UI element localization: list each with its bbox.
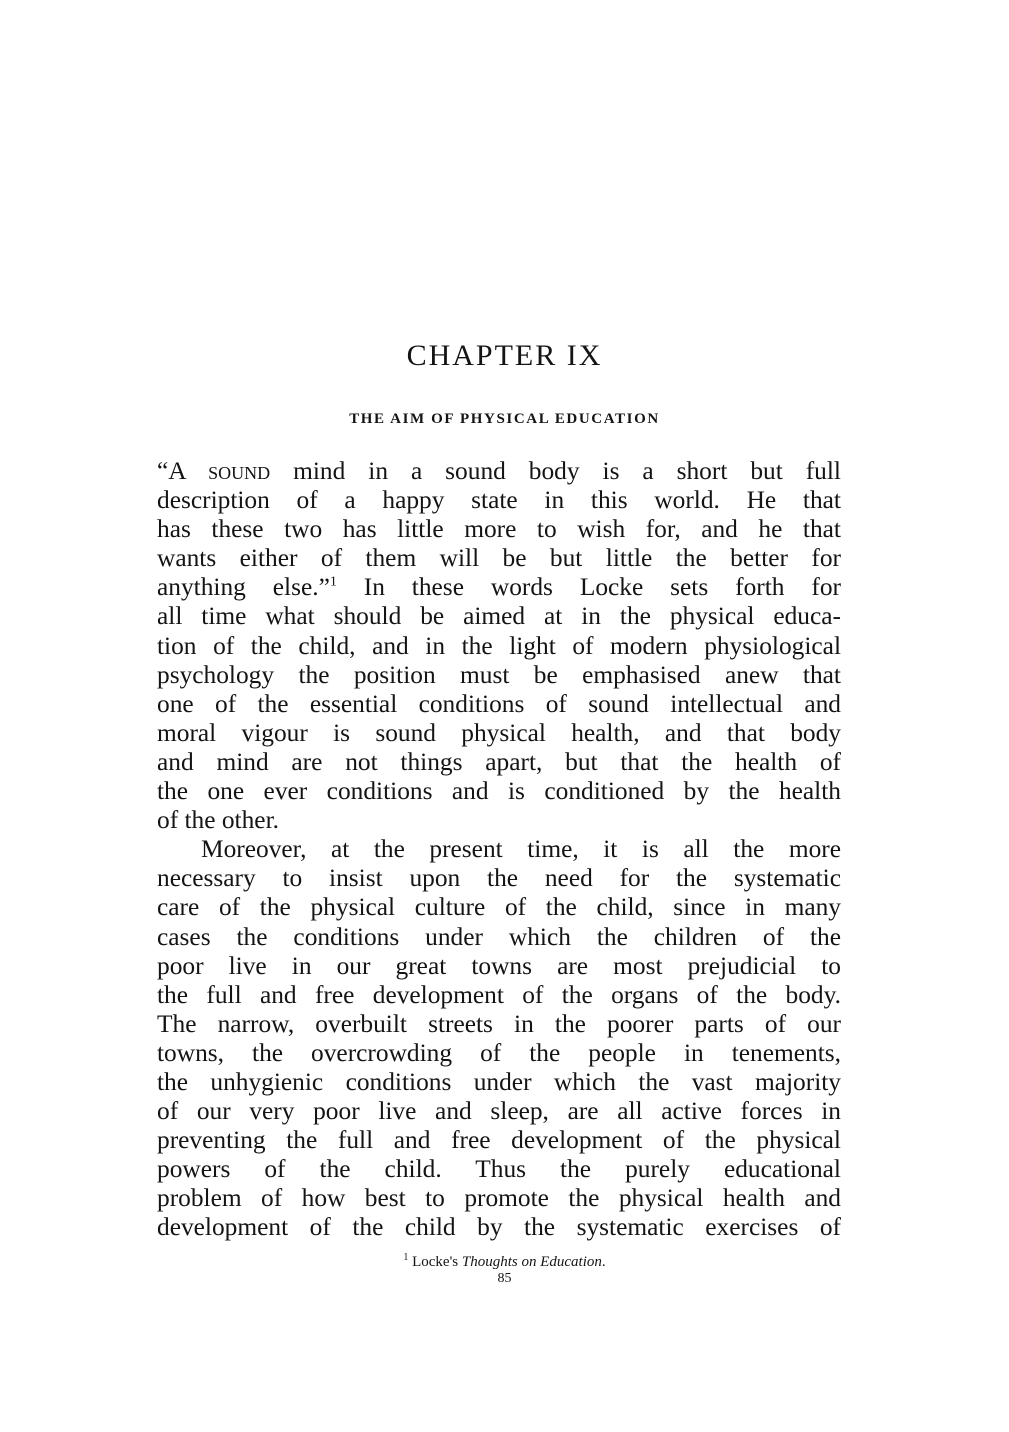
text-line: the unhygienic conditions under which the vast majority xyxy=(157,1067,841,1096)
text-line: of the other. xyxy=(157,806,279,835)
text-fragment: anything else.” xyxy=(157,573,330,602)
footnote-author: Locke's xyxy=(408,1254,462,1270)
chapter-title: THE AIM OF PHYSICAL EDUCATION xyxy=(349,411,660,427)
text-line: tion of the child, and in the light of modern physiological xyxy=(157,631,841,660)
page-number: 85 xyxy=(497,1271,512,1286)
chapter-heading: CHAPTER IX xyxy=(406,339,603,372)
text-line: cases the conditions under which the children of the xyxy=(157,922,841,951)
text-line xyxy=(157,457,841,486)
text-line: problem of how best to promote the physical health and xyxy=(157,1184,841,1213)
footnote-mark: 1 xyxy=(403,1252,409,1263)
text-line: and mind are not things apart, but that the health of xyxy=(157,747,841,776)
text-line: description of a happy state in this world. He that xyxy=(157,486,841,515)
text-line: development of the child by the systematic exercises of xyxy=(157,1213,841,1242)
text-line: has these two has little more to wish for, and he that xyxy=(157,515,841,544)
text-line: powers of the child. Thus the purely educational xyxy=(157,1155,841,1184)
text-fragment: mind in a sound body is a short but full xyxy=(270,457,841,485)
text-line: all time what should be aimed at in the physical educa- xyxy=(157,602,841,631)
text-fragment: In these words Locke sets forth for xyxy=(336,573,841,602)
small-caps-word: sound xyxy=(208,457,271,485)
text-line: care of the physical culture of the child, since in many xyxy=(157,893,841,922)
footnote-reference: 1 xyxy=(329,574,337,590)
text-line: one of the essential conditions of sound intellectual and xyxy=(157,689,841,718)
text-line: wants either of them will be but little the better for xyxy=(157,544,841,573)
text-line: The narrow, overbuilt streets in the poorer parts of our xyxy=(157,1009,841,1038)
text-line: preventing the full and free development of the physical xyxy=(157,1126,841,1155)
text-line: of our very poor live and sleep, are all active forces in xyxy=(157,1097,841,1126)
text-line: Moreover, at the present time, it is all the more xyxy=(201,835,841,864)
text-line: the full and free development of the organs of the body. xyxy=(157,980,841,1009)
footnote xyxy=(0,1252,1009,1272)
footnote-work-title: Thoughts on Education xyxy=(461,1254,602,1270)
text-line: psychology the position must be emphasised anew that xyxy=(157,660,841,689)
text-line: the one ever conditions and is conditioned by the health xyxy=(157,777,841,806)
footnote-end: . xyxy=(601,1254,606,1270)
opening-quote: “A xyxy=(157,457,209,485)
text-line xyxy=(157,573,841,602)
body-text xyxy=(157,457,841,1243)
text-line: towns, the overcrowding of the people in tenements, xyxy=(157,1038,841,1067)
text-line: necessary to insist upon the need for the systematic xyxy=(157,864,841,893)
text-line: moral vigour is sound physical health, and that body xyxy=(157,718,841,747)
text-line: poor live in our great towns are most prejudicial to xyxy=(157,951,841,980)
